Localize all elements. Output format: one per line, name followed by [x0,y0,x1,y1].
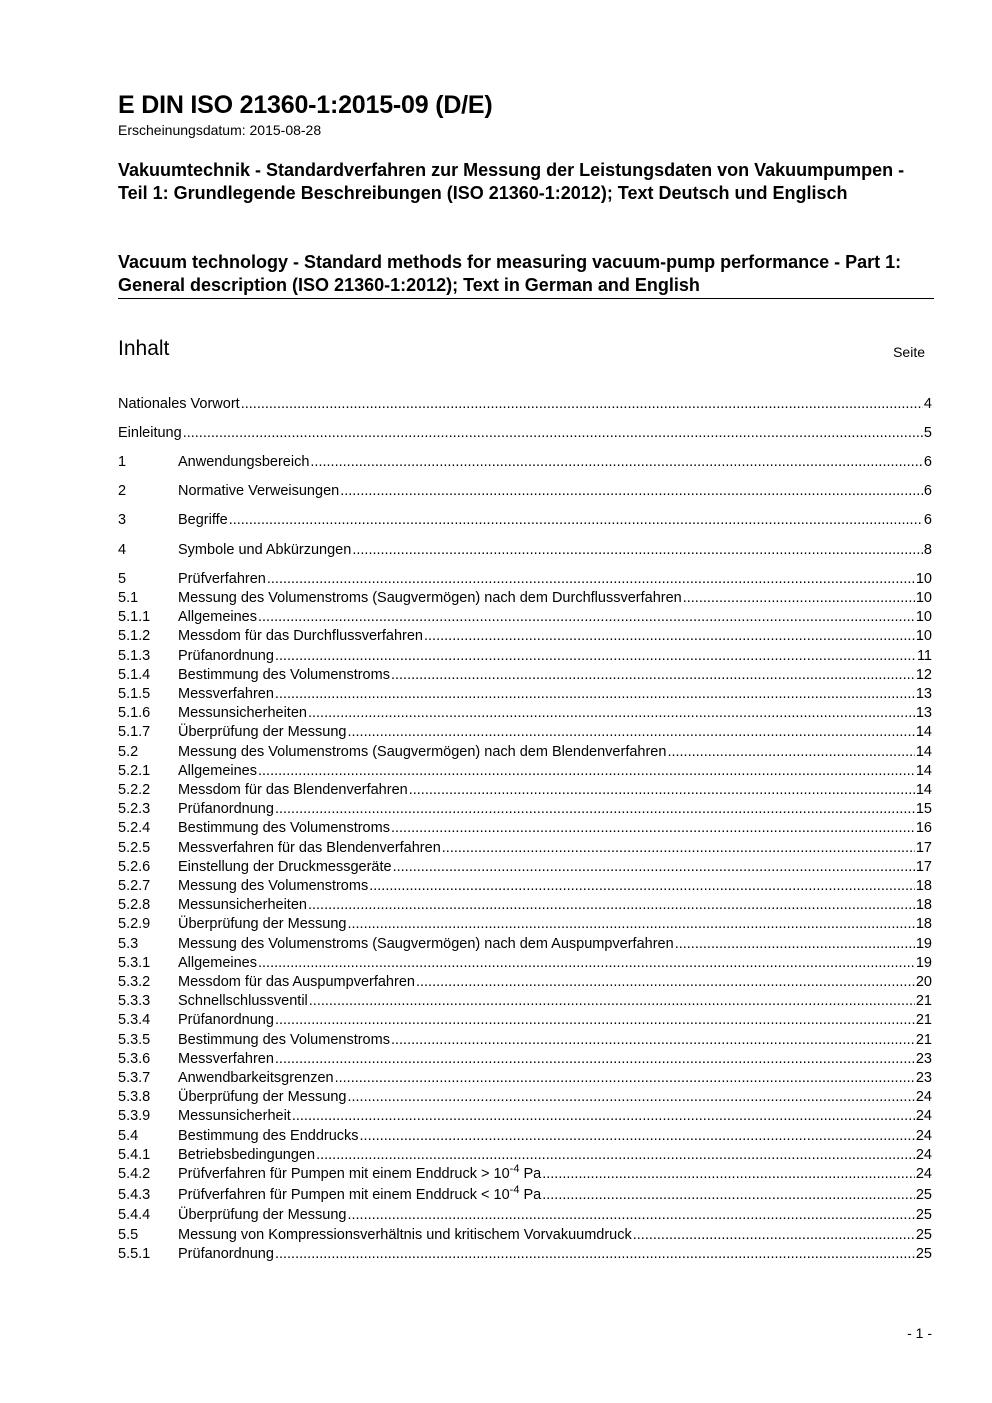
toc-leader-dots [633,1226,915,1244]
toc-leader-dots [369,877,915,895]
toc-entry[interactable] [118,589,932,607]
toc-entry-number: 5.5.1 [118,1245,151,1262]
toc-entry[interactable] [118,1165,932,1183]
toc-entry-page: 13 [915,705,932,722]
toc-entry-number: 5.1.4 [118,666,151,683]
toc-leader-dots [183,424,923,442]
document-page [118,0,934,1403]
toc-entry-title: Überprüfung der Messung [178,1089,347,1106]
toc-entry-page: 25 [915,1186,932,1203]
toc-entry-title: Messdom für das Auspumpverfahren [178,974,415,990]
toc-entry-page: 17 [915,839,932,856]
toc-entry[interactable] [118,877,932,895]
toc-leader-dots [391,1031,915,1049]
toc-entry[interactable] [118,453,932,471]
toc-leader-dots [275,1011,915,1029]
toc-entry-title: Messung des Volumenstroms [178,878,369,894]
toc-entry-page: 11 [916,647,932,664]
toc-entry-number: 5.3.1 [118,954,151,971]
toc-entry-page: 19 [915,935,932,952]
toc-leader-dots [310,453,923,471]
toc-entry[interactable] [118,570,932,588]
toc-entry-page: 15 [915,801,932,818]
toc-entry[interactable] [118,1206,932,1224]
toc-entry-page: 25 [915,1207,932,1224]
toc-entry-title: Begriffe [178,512,228,528]
toc-entry[interactable] [118,858,932,876]
toc-leader-dots [442,839,915,857]
toc-entry[interactable] [118,723,932,741]
toc-entry-title: Nationales Vorwort [118,396,240,412]
toc-entry[interactable] [118,1031,932,1049]
toc-leader-dots [352,541,923,559]
toc-entry-title: Überprüfung der Messung [178,724,347,741]
toc-entry-title: Prüfverfahren für Pumpen mit einem Enddruck < $10^{-4}$ Pa [178,1183,542,1203]
title-english: Vacuum technology - Standard methods for measuring vacuum-pump performance - Part 1: General description (ISO 21360-1:2012); Text in German and English [118,251,934,299]
toc-leader-dots [275,647,916,665]
toc-entry-page: 18 [915,878,932,894]
toc-leader-dots [275,1245,915,1263]
toc-entry-page: 24 [915,1127,932,1144]
toc-entry-title: Messverfahren für das Blendenverfahren [178,839,441,856]
toc-entry-number: 5.2.2 [118,782,151,798]
toc-leader-dots [424,627,915,645]
toc-leader-dots [275,685,915,703]
toc-entry-page: 18 [915,916,932,933]
toc-entry-page: 10 [915,571,932,587]
toc-leader-dots [309,992,915,1010]
toc-entry-page: 23 [915,1070,932,1086]
toc-entry-page: 6 [923,512,932,528]
toc-entry-page: 24 [915,1166,932,1182]
toc-entry[interactable] [118,762,932,780]
toc-entry-page: 14 [915,724,932,741]
toc-leader-dots [292,1107,915,1125]
toc-leader-dots [393,858,915,876]
toc-entry-page: 18 [915,897,932,914]
toc-entry-title: Anwendbarkeitsgrenzen [178,1070,334,1086]
toc-leader-dots [360,1127,915,1145]
page-number: - 1 - [907,1325,932,1341]
toc-entry-page: 21 [915,1031,932,1048]
toc-entry-title: Prüfverfahren [178,571,266,587]
toc-entry[interactable] [118,1226,932,1244]
toc-entry-title: Prüfanordnung [178,1012,274,1029]
toc-entry-number: 5.4.3 [118,1186,151,1203]
toc-leader-dots [258,762,915,780]
toc-entry-page: 17 [915,858,932,875]
toc-entry-page: 4 [923,396,932,412]
toc-entry-title: Messverfahren [178,1050,274,1067]
toc-entry[interactable] [118,666,932,684]
toc-entry[interactable] [118,627,932,645]
toc-entry-title: Allgemeines [178,762,257,779]
toc-entry-number: 5 [118,571,127,587]
toc-entry-number: 5.3.5 [118,1031,151,1048]
toc-entry-number: 5.1.2 [118,628,151,645]
toc-entry-number: 5.2.3 [118,801,151,818]
toc-leader-dots [667,743,914,761]
exponent: -4 [509,1163,520,1175]
toc-entry-number: 5.1.3 [118,647,151,664]
toc-entry-number: 3 [118,512,127,528]
toc-entry-number: 5.2.9 [118,916,151,933]
toc-entry-number: 5.1.5 [118,686,151,702]
toc-entry[interactable] [118,819,932,837]
toc-entry[interactable] [118,395,932,413]
toc-entry-number: 5.4.2 [118,1166,151,1182]
toc-entry-page: 14 [915,762,932,779]
toc-entry-number: 5.3.9 [118,1108,151,1125]
toc-heading: Inhalt [118,337,170,360]
toc-leader-dots [340,482,923,500]
toc-entry-page: 10 [915,609,932,626]
toc-entry[interactable] [118,973,932,991]
toc-entry-title: Messunsicherheiten [178,897,307,914]
toc-leader-dots [347,915,914,933]
toc-leader-dots [347,1088,914,1106]
toc-entry-title: Messdom für das Blendenverfahren [178,782,408,798]
toc-entry-page: 8 [923,542,932,558]
toc-leader-dots [409,781,915,799]
toc-entry-page: 6 [923,483,932,499]
toc-entry-number: 5.2.5 [118,839,151,856]
toc-entry-title: Bestimmung des Volumenstroms [178,666,390,683]
toc-entry-page: 14 [915,743,932,760]
toc-entry[interactable] [118,647,932,665]
toc-entry[interactable] [118,800,932,818]
toc-entry-title: Prüfanordnung [178,647,274,664]
toc-entry-number: 5.3.2 [118,974,151,990]
toc-entry-page: 20 [915,974,932,990]
toc-entry-number: 5.2.6 [118,858,151,875]
toc-leader-dots [391,819,915,837]
toc-entry[interactable] [118,511,932,529]
toc-entry-page: 13 [915,686,932,702]
toc-entry-title: Prüfanordnung [178,801,274,818]
toc-entry-number: 5.3.8 [118,1089,151,1106]
toc-entry[interactable] [118,608,932,626]
toc-entry[interactable] [118,839,932,857]
toc-entry-number: 5.3.4 [118,1012,151,1029]
toc-entry-page: 6 [923,454,932,470]
toc-entry-title: Messung des Volumenstroms (Saugvermögen) nach dem Auspumpverfahren [178,935,674,952]
toc-entry-number: 5.4.1 [118,1146,151,1163]
toc-entry-page: 25 [915,1226,932,1243]
toc-entry-page: 14 [915,782,932,798]
toc-entry[interactable] [118,935,932,953]
toc-leader-dots [275,800,915,818]
toc-entry[interactable] [118,915,932,933]
toc-entry-page: 12 [915,666,932,683]
toc-entry-title: Messunsicherheiten [178,705,307,722]
toc-entry-title: Prüfverfahren für Pumpen mit einem Enddruck > $10^{-4}$ Pa [178,1163,542,1182]
toc-entry-page: 21 [915,993,932,1010]
title-german: Vakuumtechnik - Standardverfahren zur Messung der Leistungsdaten von Vakuumpumpen - Teil 1: Grundlegende Beschreibungen (ISO 21360-1:2012); Text Deutsch und Englisch [118,160,905,203]
toc-entry-page: 25 [915,1245,932,1262]
toc-entry[interactable] [118,1245,932,1263]
toc-entry-title: Anwendungsbereich [178,454,310,470]
toc-leader-dots [675,935,915,953]
toc-entry[interactable] [118,992,932,1010]
toc-leader-dots [308,704,915,722]
toc-entry-number: 5.2 [118,743,139,760]
toc-entry-title: Bestimmung des Volumenstroms [178,820,390,837]
toc-entry-number: 4 [118,542,127,558]
toc-leader-dots [416,973,915,991]
toc-entry-number: 1 [118,454,127,470]
toc-entry[interactable] [118,704,932,722]
toc-leader-dots [542,1165,915,1183]
toc-leader-dots [275,1050,915,1068]
toc-leader-dots [241,395,923,413]
toc-entry-title: Überprüfung der Messung [178,1207,347,1224]
toc-entry-title: Messung des Volumenstroms (Saugvermögen) nach dem Blendenverfahren [178,743,667,760]
toc-leader-dots [229,511,923,529]
toc-entry-title: Bestimmung des Enddrucks [178,1127,359,1144]
toc-entry-number: 5.2.4 [118,820,151,837]
toc-entry-number: 5.1.6 [118,705,151,722]
toc-entry[interactable] [118,743,932,761]
toc-leader-dots [347,723,914,741]
document-id: E DIN ISO 21360-1:2015-09 (D/E) [118,91,493,119]
toc-leader-dots [683,589,915,607]
toc-entry-page: 24 [915,1089,932,1106]
toc-leader-dots [267,570,915,588]
toc-entry[interactable] [118,685,932,703]
toc-entry[interactable] [118,1107,932,1125]
toc-entry-page: 21 [915,1012,932,1029]
toc-entry-title: Normative Verweisungen [178,483,340,499]
toc-entry-number: 5.2.7 [118,878,151,894]
toc-entry-number: 5.4 [118,1127,139,1144]
toc-entry[interactable] [118,541,932,559]
toc-entry[interactable] [118,781,932,799]
toc-entry-title: Messung des Volumenstroms (Saugvermögen) nach dem Durchflussverfahren [178,590,682,606]
toc-entry-page: 10 [915,590,932,606]
toc-entry-page: 16 [915,820,932,837]
toc-entry-title: Messung von Kompressionsverhältnis und kritischem Vorvakuumdruck [178,1226,632,1243]
toc-entry-number: 5.5 [118,1226,139,1243]
toc-leader-dots [335,1069,915,1087]
toc-entry-number: 5.1.7 [118,724,151,741]
toc-entry[interactable] [118,896,932,914]
toc-entry-number: 5.4.4 [118,1207,151,1224]
toc-entry-page: 19 [915,954,932,971]
toc-entry[interactable] [118,1146,932,1164]
toc-entry-number: 5.2.1 [118,762,151,779]
toc-entry-page: 24 [915,1146,932,1163]
toc-entry-title: Messdom für das Durchflussverfahren [178,628,423,645]
toc-entry-number: 2 [118,483,127,499]
toc-leader-dots [391,666,915,684]
toc-entry-title: Einleitung [118,425,182,441]
toc-entry-title: Symbole und Abkürzungen [178,542,352,558]
toc-entry-page: 5 [923,425,932,441]
toc-leader-dots [258,608,915,626]
toc-entry-title: Allgemeines [178,609,257,626]
toc-entry-title: Überprüfung der Messung [178,916,347,933]
toc-leader-dots [347,1206,914,1224]
exponent: -4 [509,1183,520,1196]
toc-leader-dots [316,1146,915,1164]
toc-leader-dots [308,896,915,914]
toc-entry-number: 5.1.1 [118,609,151,626]
toc-entry-number: 5.3 [118,935,139,952]
toc-entry[interactable] [118,424,932,442]
toc-entry-page: 24 [915,1108,932,1125]
toc-entry[interactable] [118,1050,932,1068]
toc-entry-number: 5.3.3 [118,993,151,1010]
toc-entry-title: Schnellschlussventil [178,993,308,1010]
toc-entry[interactable] [118,1183,932,1204]
toc-entry-title: Einstellung der Druckmessgeräte [178,858,392,875]
toc-entry-title: Bestimmung des Volumenstroms [178,1031,390,1048]
toc-page-column-label: Seite [893,344,925,360]
toc-entry-number: 5.1 [118,590,139,606]
toc-entry-page: 10 [915,628,932,645]
toc-entry-page: 23 [915,1050,932,1067]
publication-date: Erscheinungsdatum: 2015-08-28 [118,122,322,138]
toc-leader-dots [542,1186,915,1204]
toc-entry-title: Messunsicherheit [178,1108,291,1125]
toc-leader-dots [258,954,915,972]
toc-entry[interactable] [118,1011,932,1029]
toc-entry[interactable] [118,954,932,972]
toc-entry[interactable] [118,1127,932,1145]
toc-entry-title: Prüfanordnung [178,1245,274,1262]
toc-entry-title: Messverfahren [178,686,274,702]
toc-entry-number: 5.3.6 [118,1050,151,1067]
toc-entry[interactable] [118,1069,932,1087]
toc-entry-title: Allgemeines [178,954,257,971]
toc-entry-title: Betriebsbedingungen [178,1146,316,1163]
toc-entry-number: 5.3.7 [118,1070,151,1086]
toc-entry[interactable] [118,1088,932,1106]
toc-entry-number: 5.2.8 [118,897,151,914]
toc-entry[interactable] [118,482,932,500]
